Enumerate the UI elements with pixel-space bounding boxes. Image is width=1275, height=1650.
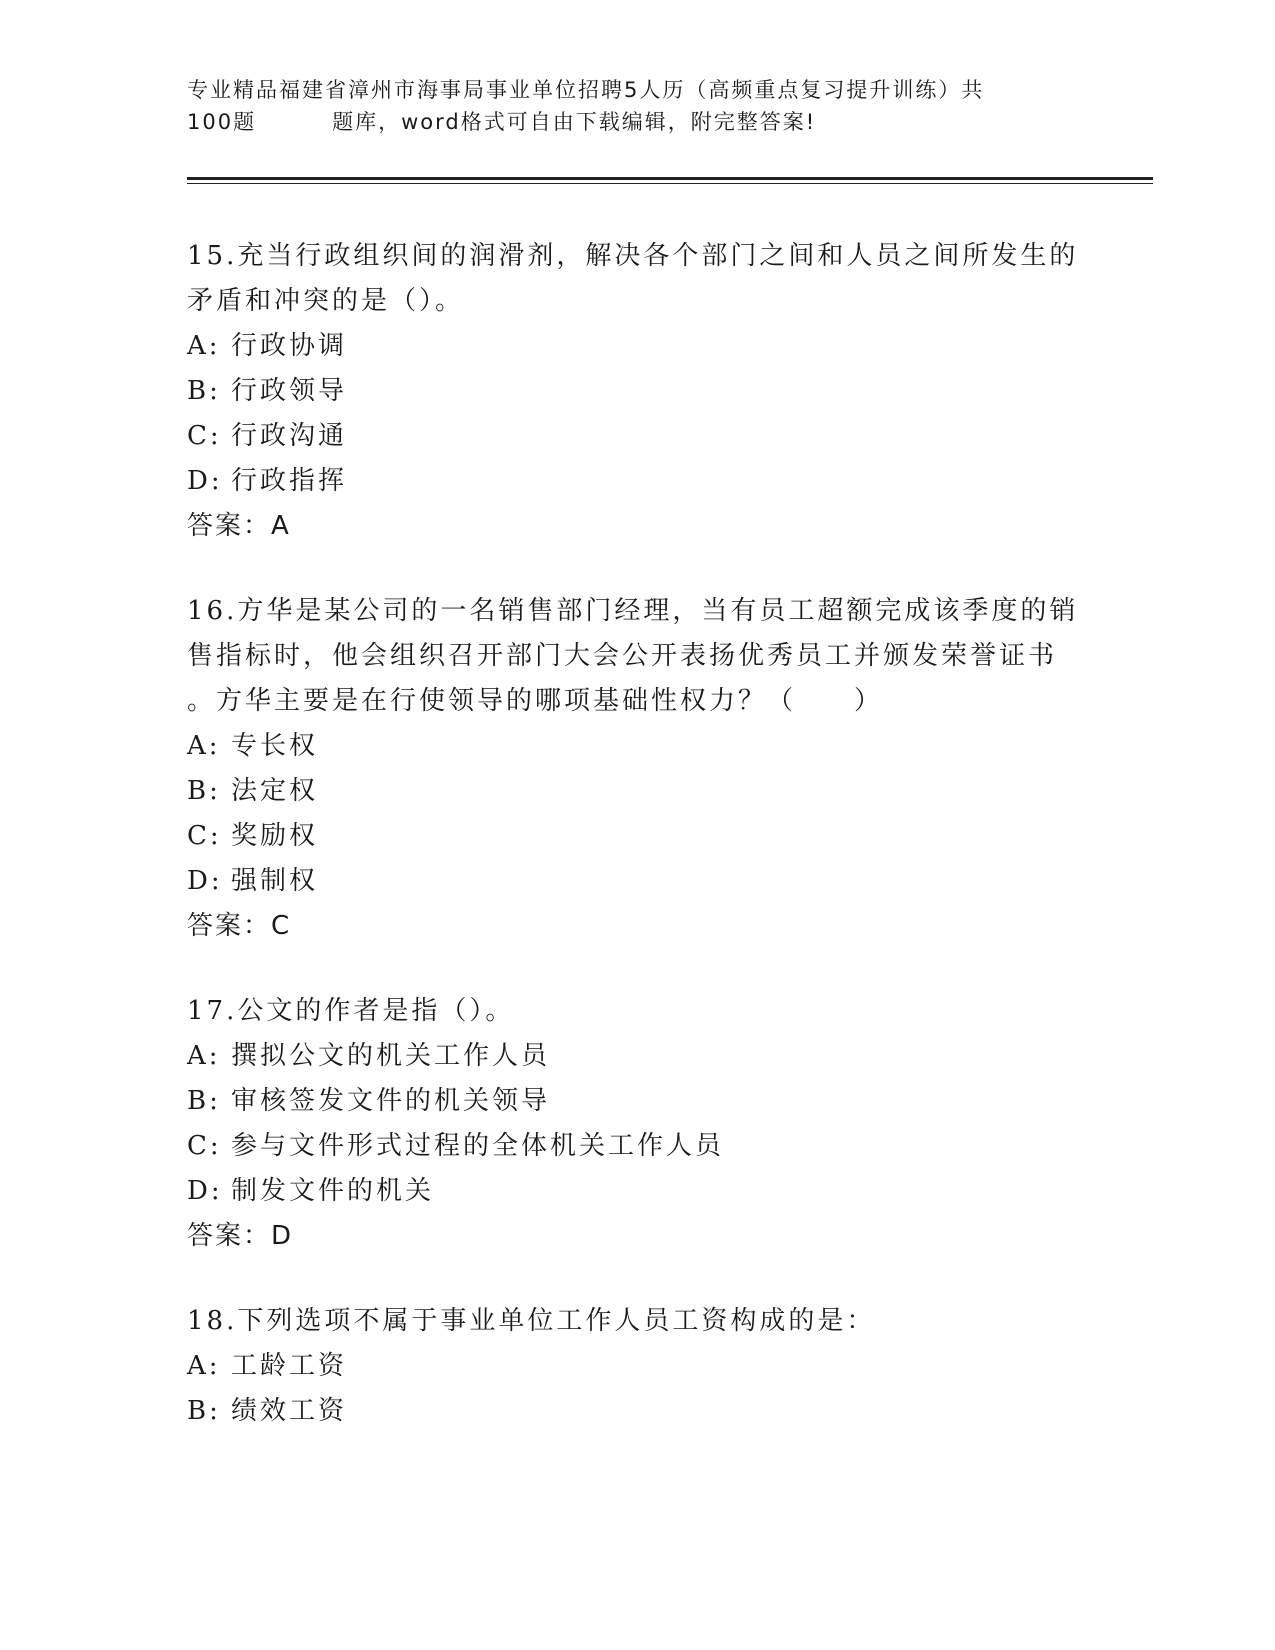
option-key: B:	[187, 1086, 221, 1116]
option-key: D:	[187, 866, 223, 896]
question-stem-line: 售指标时，他会组织召开部门大会公开表扬优秀员工并颁发荣誉证书	[187, 641, 1058, 671]
option-d	[187, 1169, 1087, 1214]
option-text: 绩效工资	[231, 1396, 348, 1426]
question-18	[187, 1299, 1087, 1434]
option-key: A:	[187, 1351, 221, 1381]
option-key: D:	[187, 466, 223, 496]
option-key: A:	[187, 331, 221, 361]
option-text: 行政沟通	[231, 421, 348, 451]
option-b	[187, 369, 1087, 414]
option-text: 行政领导	[231, 376, 348, 406]
option-text: 审核签发文件的机关领导	[231, 1086, 551, 1116]
option-text: 工龄工资	[231, 1351, 348, 1381]
answer: 答案：D	[187, 1221, 294, 1251]
option-key: C:	[187, 1131, 222, 1161]
option-key: B:	[187, 1396, 221, 1426]
option-key: C:	[187, 821, 222, 851]
option-a	[187, 724, 1087, 769]
option-text: 参与文件形式过程的全体机关工作人员	[231, 1131, 725, 1161]
document-header	[187, 74, 1087, 138]
option-c	[187, 1124, 1087, 1169]
question-stem-line: 16.方华是某公司的一名销售部门经理，当有员工超额完成该季度的销	[187, 596, 1079, 626]
option-c	[187, 414, 1087, 459]
option-key: A:	[187, 731, 221, 761]
question-stem-line: 。方华主要是在行使领导的哪项基础性权力？（ ）	[187, 686, 884, 716]
option-a	[187, 324, 1087, 369]
option-key: A:	[187, 1041, 221, 1071]
header-line-2	[187, 106, 1087, 138]
option-text: 行政协调	[231, 331, 348, 361]
header-divider-thick	[187, 177, 1153, 180]
option-b	[187, 1079, 1087, 1124]
header-line-1: 专业精品福建省漳州市海事局事业单位招聘5人历（高频重点复习提升训练）共	[187, 78, 985, 102]
question-list	[187, 234, 1087, 1474]
question-stem	[187, 589, 1087, 724]
question-stem	[187, 1299, 1087, 1344]
question-stem-line: 15.充当行政组织间的润滑剂，解决各个部门之间和人员之间所发生的	[187, 241, 1079, 271]
option-text: 强制权	[231, 866, 319, 896]
option-d	[187, 459, 1087, 504]
header-line-2-right: 题库，word格式可自由下载编辑，附完整答案!	[332, 110, 817, 134]
option-text: 奖励权	[231, 821, 319, 851]
answer: 答案：A	[187, 511, 291, 541]
option-key: B:	[187, 776, 221, 806]
question-stem	[187, 234, 1087, 324]
header-divider-thin	[187, 183, 1153, 184]
option-d	[187, 859, 1087, 904]
question-stem-line: 矛盾和冲突的是（）。	[187, 286, 465, 316]
question-stem-line: 18.下列选项不属于事业单位工作人员工资构成的是：	[187, 1306, 876, 1336]
header-line-2-left: 100题	[187, 110, 257, 134]
option-text: 专长权	[231, 731, 319, 761]
option-text: 撰拟公文的机关工作人员	[231, 1041, 551, 1071]
option-key: D:	[187, 1176, 223, 1206]
option-text: 法定权	[231, 776, 319, 806]
option-text: 行政指挥	[231, 466, 348, 496]
question-stem	[187, 989, 1087, 1034]
question-16	[187, 589, 1087, 949]
option-text: 制发文件的机关	[231, 1176, 435, 1206]
option-a	[187, 1344, 1087, 1389]
answer: 答案：C	[187, 911, 292, 941]
option-key: C:	[187, 421, 222, 451]
question-17	[187, 989, 1087, 1259]
option-c	[187, 814, 1087, 859]
question-15	[187, 234, 1087, 549]
option-b	[187, 1389, 1087, 1434]
option-a	[187, 1034, 1087, 1079]
question-stem-line: 17.公文的作者是指（）。	[187, 996, 515, 1026]
option-key: B:	[187, 376, 221, 406]
option-b	[187, 769, 1087, 814]
